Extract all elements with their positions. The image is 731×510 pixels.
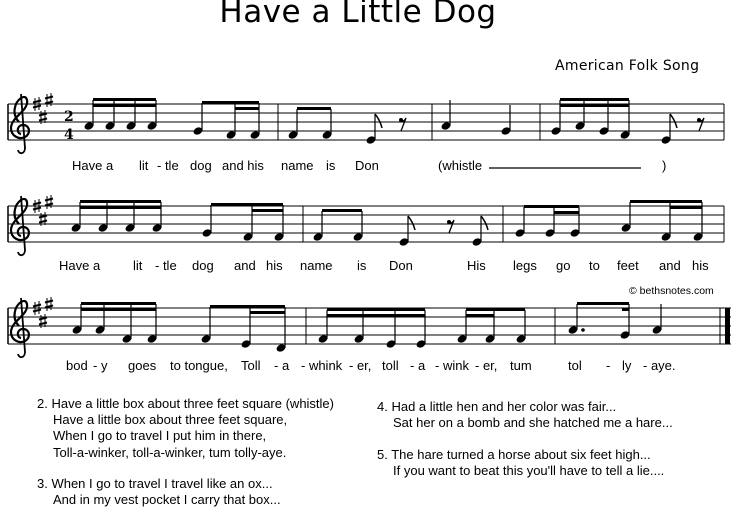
verse-line: 4. Had a little hen and her color was fair... [377,399,617,414]
verse-2 [37,396,334,461]
lyric-syllable: - tle [157,158,179,173]
lyric-syllable: Have a [59,258,101,273]
lyric-syllable: to [589,258,600,273]
lyric-syllable: Have a [72,158,114,173]
lyric-syllable: name [281,158,314,173]
lyric-syllable: - tle [155,258,177,273]
verse-line: 3. When I go to travel I travel like an ox... [37,476,273,491]
lyric-syllable: is [326,158,336,173]
lyric-syllable: - a [410,358,426,373]
song-title: Have a Little Dog [219,0,497,30]
lyric-syllable: to tongue, [170,358,228,373]
lyric-syllable: - whink [301,358,343,373]
measure-10 [317,308,526,349]
time-signature-bottom: 4 [64,127,74,143]
lyric-syllable: - er, [349,358,372,373]
time-signature-top: 2 [64,109,74,125]
lyric-syllable: Toll [241,358,261,373]
verse-line: When I go to travel I put him in there, [53,428,267,444]
lyric-syllable: goes [128,358,157,373]
final-barline [725,308,730,344]
verse-line: Have a little box about three feet square, [53,412,288,428]
measure-9 [71,302,286,353]
verse-line: Sat her on a bomb and she hatched me a hare... [393,415,673,431]
staff-system-1 [8,93,724,153]
lyric-syllable: Don [355,158,379,173]
lyric-syllable: - wink [435,358,469,373]
lyric-syllable: bod [66,358,88,373]
verse-line: And in my vest pocket I carry that box... [53,492,281,508]
lyric-syllable: dog [190,158,212,173]
verse-3 [37,476,281,508]
lyric-syllable: - aye. [643,358,676,373]
lyric-syllable: is [357,258,367,273]
lyric-syllable: tum [510,358,532,373]
lyric-syllable: - y [93,358,108,373]
verse-line: Toll-a-winker, toll-a-winker, tum tolly-aye. [53,444,287,460]
lyric-syllable: his [266,258,283,273]
lyrics-line-1 [72,158,666,173]
verse-5 [377,447,664,479]
lyric-syllable: dog [192,258,214,273]
lyric-syllable: tol [568,358,582,373]
lyric-syllable: (whistle [438,158,483,173]
lyric-syllable: legs [513,258,537,273]
lyric-syllable: his [692,258,709,273]
verse-line: 2. Have a little box about three feet square (whistle) [37,396,334,411]
lyric-syllable: and [659,258,681,273]
lyrics-line-2 [59,258,709,273]
copyright-notice: © bethsnotes.com [629,285,714,297]
lyrics-line-3 [66,358,676,373]
lyric-syllable: and [234,258,256,273]
lyric-syllable: - a [274,358,290,373]
lyric-syllable: lit [133,258,143,273]
lyric-syllable: name [300,258,333,273]
lyric-syllable: Don [389,258,413,273]
lyric-syllable: ) [662,158,667,173]
lyric-syllable: go [556,258,571,273]
staff-system-2 [8,195,724,255]
verse-line: If you want to beat this you'll have to tell a lie.... [393,463,665,479]
lyric-syllable: - [606,358,611,373]
verse-line: 5. The hare turned a horse about six feet high... [377,447,651,462]
staff-system-3 [8,297,731,357]
verse-4 [377,399,673,431]
lyric-syllable: ly [622,358,632,373]
song-origin: American Folk Song [555,58,700,74]
lyric-syllable: His [467,258,486,273]
lyric-syllable: lit [139,158,149,173]
lyric-syllable: toll [382,358,399,373]
lyric-syllable: feet [617,258,639,273]
lyric-syllable: and his [222,158,264,173]
lyric-syllable: - er, [475,358,498,373]
